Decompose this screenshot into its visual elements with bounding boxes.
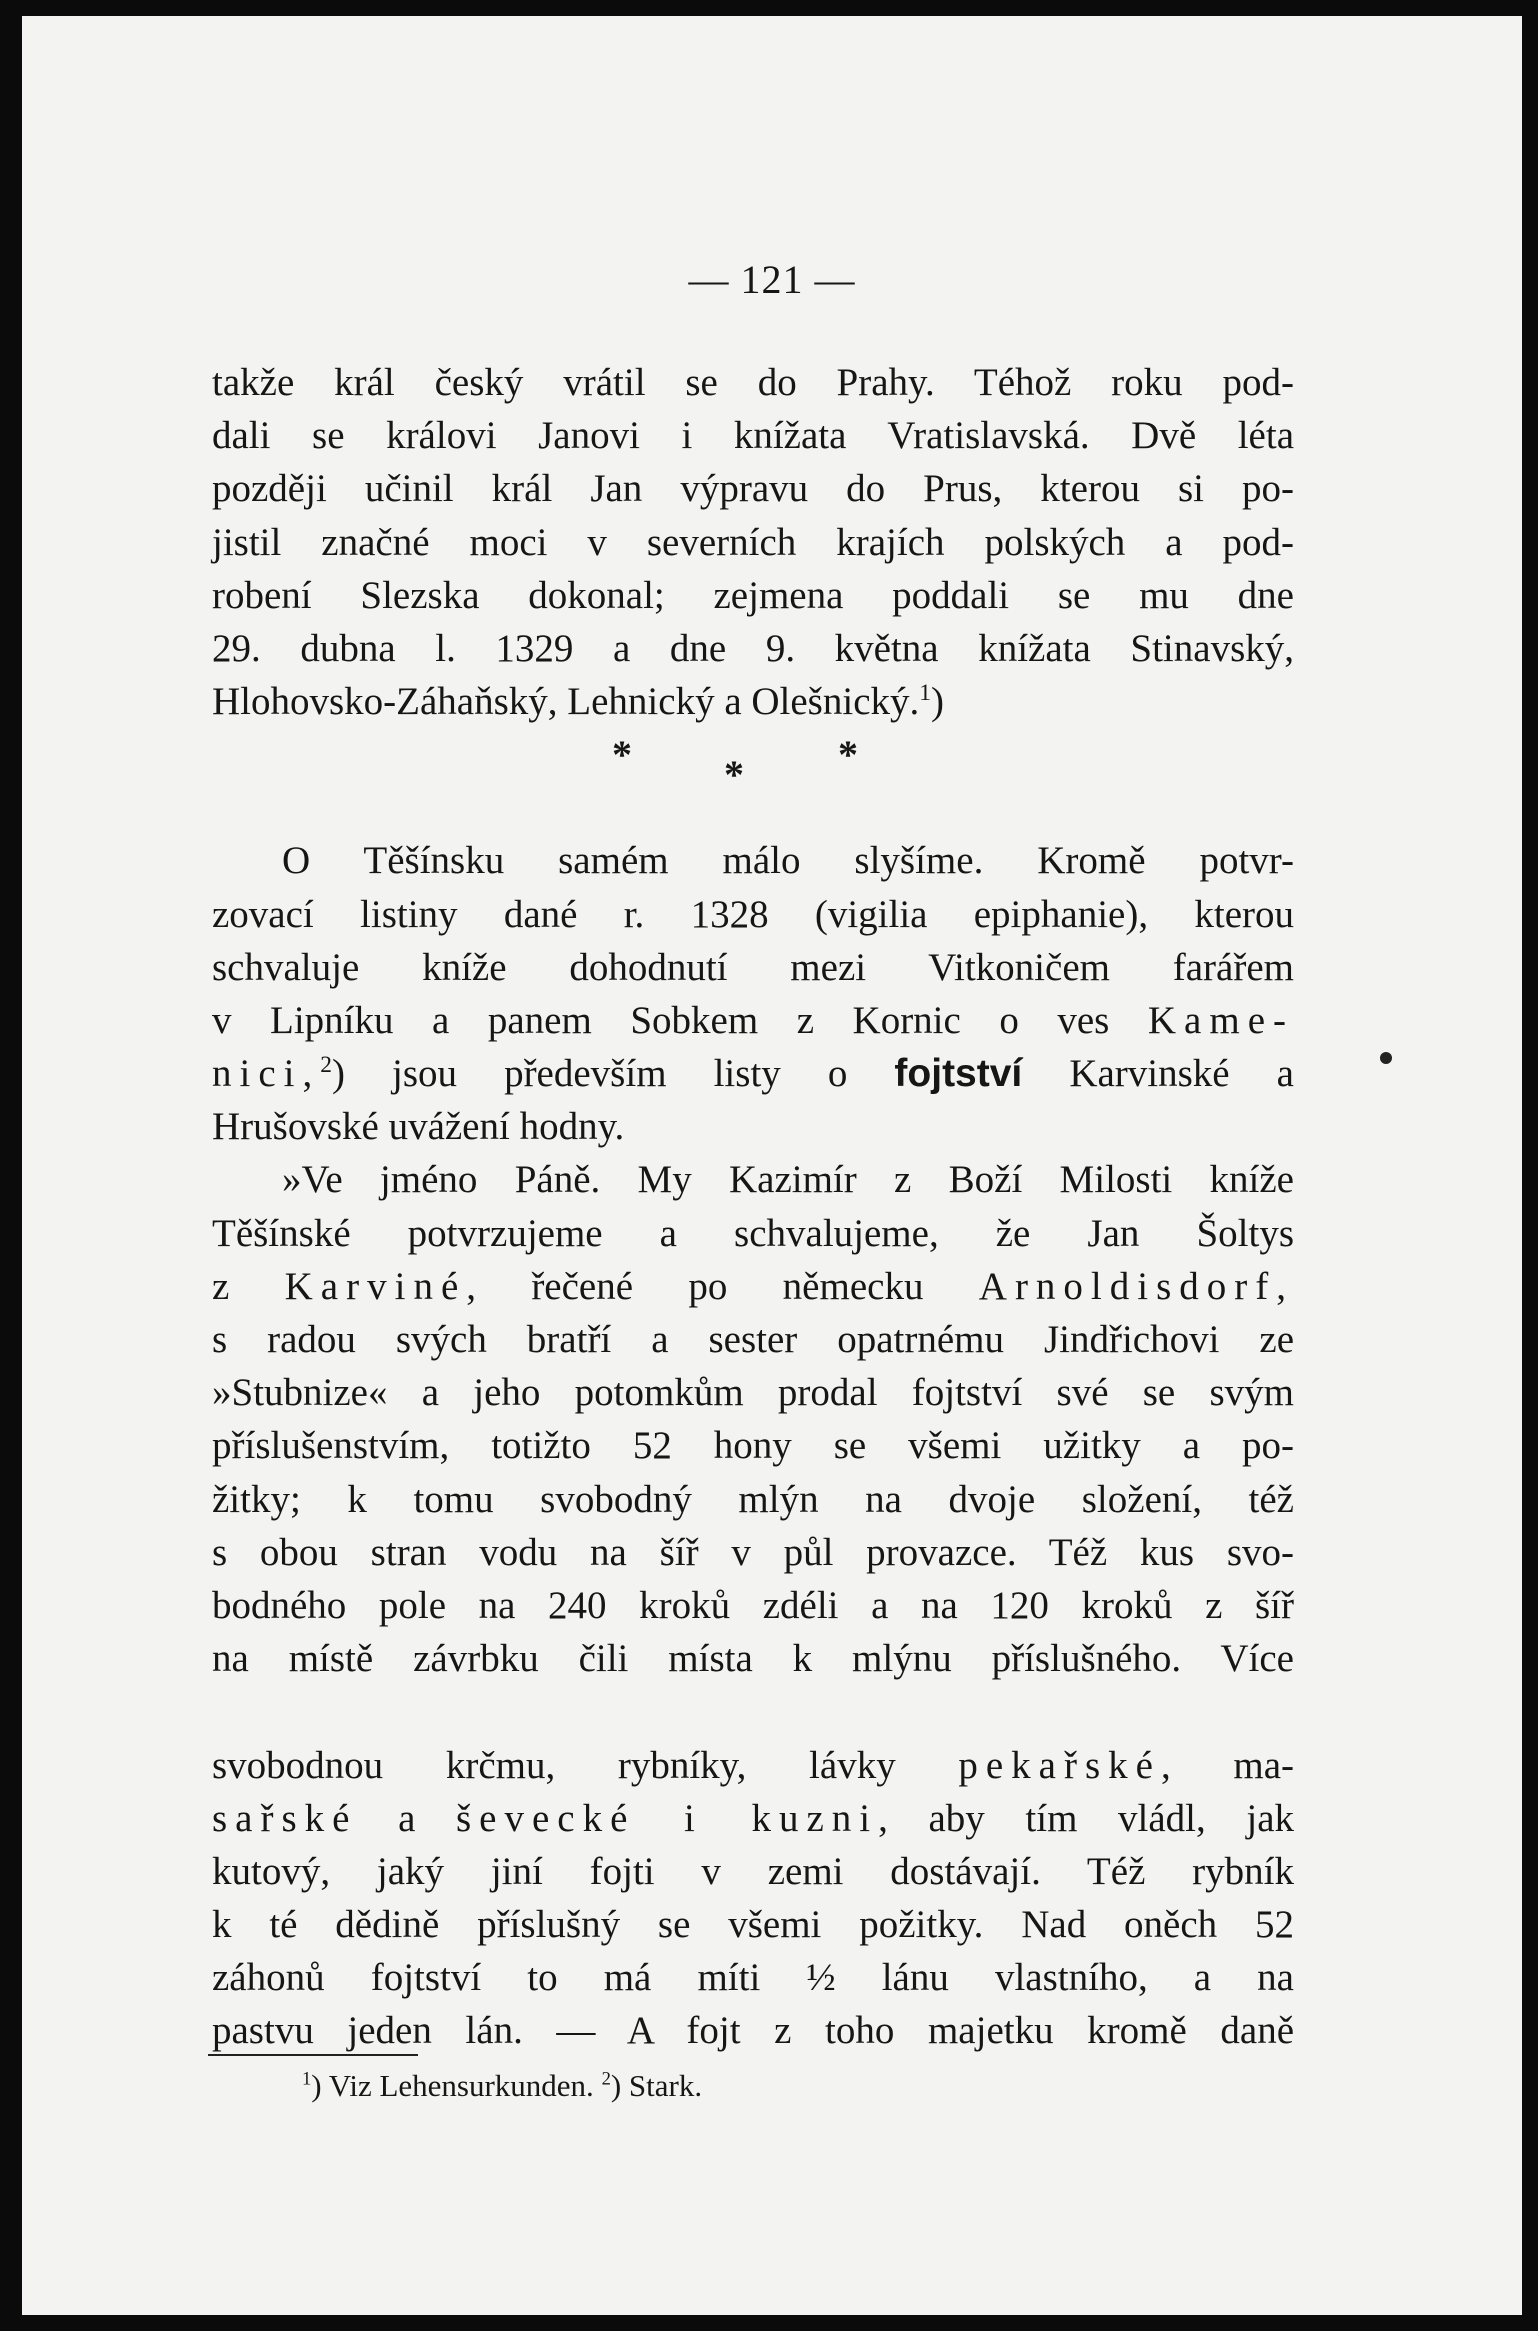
text-line: svobodnou krčmu, rybníky, lávky pekařské, ma- xyxy=(212,1743,1295,1787)
footnotes: $^1$) Viz Lehensurkunden. $^2$) Stark. xyxy=(302,2068,703,2103)
text-line: záhonů fojtství to má míti ½ lánu vlastního, a na xyxy=(212,1956,1294,2000)
text-line: sařské a ševecké i kuzni, aby tím vládl, jak xyxy=(212,1796,1294,1840)
text-line xyxy=(212,1685,1294,1738)
asterisk-icon: * xyxy=(838,732,858,778)
text-line: kutový, jaký jiní fojti v zemi dostávají. Též rybník xyxy=(212,1849,1294,1893)
footnote-rule xyxy=(208,2054,418,2056)
text-line: jistil značné moci v severních krajích polských a pod- xyxy=(212,520,1294,564)
body-text xyxy=(212,356,1294,2164)
text-line: bodného pole na 240 kroků zdéli a na 120 kroků z šíř xyxy=(212,1583,1294,1627)
text-line: s obou stran vodu na šíř v půl provazce. Též kus svo- xyxy=(212,1530,1294,1574)
text-line: nici,$^2$) jsou především listy o fojtství Karvinské a xyxy=(212,1052,1294,1096)
text-line: Hrušovské uvážení hodny. xyxy=(212,1105,625,1149)
text-line: v Lipníku a panem Sobkem z Kornic o ves Kame- xyxy=(212,998,1294,1042)
text-line: O Těšínsku samém málo slyšíme. Kromě potvr- xyxy=(282,839,1294,883)
text-line: takže král český vrátil se do Prahy. Téhož roku pod- xyxy=(212,361,1294,404)
text-line: »Stubnize« a jeho potomkům prodal fojtství své se svým xyxy=(212,1371,1294,1415)
emphasis-term: fojtství xyxy=(894,1052,1023,1096)
margin-dot xyxy=(1380,1052,1392,1064)
asterisk-icon: * xyxy=(724,752,744,798)
text-line: zovací listiny dané r. 1328 (vigilia epiphanie), kterou xyxy=(212,892,1294,936)
footnote-ref: 1 xyxy=(919,680,931,707)
text-line: Hlohovsko-Záhaňský, Lehnický a Olešnický.$^1$) xyxy=(212,680,944,724)
text-line: s radou svých bratří a sester opatrnému Jindřichovi ze xyxy=(212,1318,1294,1361)
text-line: schvaluje kníže dohodnutí mezi Vitkoničem farářem xyxy=(212,945,1294,989)
page-number: — 121 — xyxy=(688,257,856,302)
asterisk-icon: * xyxy=(612,732,632,778)
text-line: dali se královi Janovi i knížata Vratislavská. Dvě léta xyxy=(212,414,1294,458)
text-line: příslušenstvím, totižto 52 hony se všemi užitky a po- xyxy=(212,1424,1294,1468)
text-line: robení Slezska dokonal; zejmena poddali se mu dne xyxy=(212,573,1294,617)
text-line: později učinil král Jan výpravu do Prus, kterou si po- xyxy=(212,467,1294,511)
text-line: žitky; k tomu svobodný mlýn na dvoje složení, též xyxy=(212,1477,1294,1521)
text-line: »Ve jméno Páně. My Kazimír z Boží Milosti kníže xyxy=(282,1158,1294,1202)
text-line xyxy=(212,2111,1294,2164)
text-line: na místě závrbku čili místa k mlýnu příslušného. Více xyxy=(212,1637,1294,1681)
text-line: z Karviné, řečené po německu Arnoldisdorf, xyxy=(212,1264,1295,1308)
book-page xyxy=(22,16,1522,2315)
section-divider xyxy=(212,728,1294,834)
text-line: pastvu jeden lán. — A fojt z toho majetku kromě daně xyxy=(212,2009,1294,2053)
text-line: Těšínské potvrzujeme a schvalujeme, že Jan Šoltys xyxy=(212,1211,1294,1255)
text-line: 29. dubna l. 1329 a dne 9. května knížata Stinavský, xyxy=(212,626,1294,670)
text-line: k té dědině příslušný se všemi požitky. Nad oněch 52 xyxy=(212,1903,1294,1947)
